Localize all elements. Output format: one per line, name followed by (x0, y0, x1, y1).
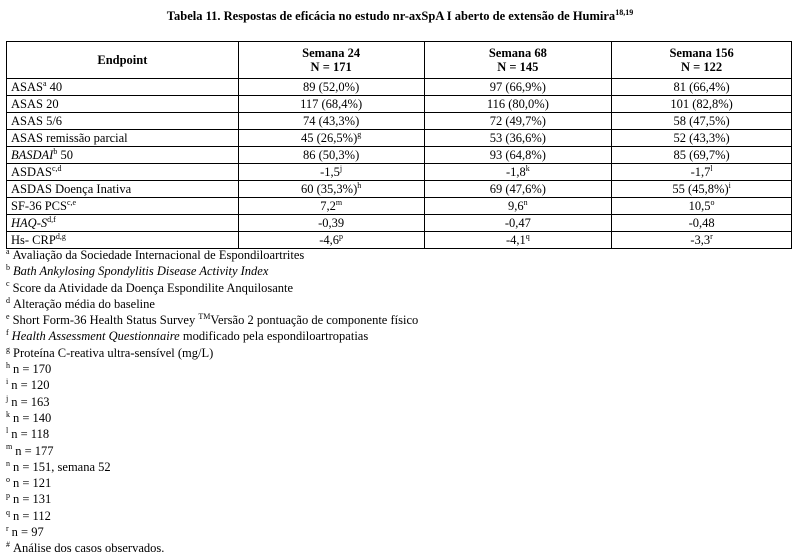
footnote-mark: f (6, 328, 9, 338)
table-cell: -1,7$^l$ (612, 164, 792, 181)
footnote-item: $^e$ Short Form-36 Health Status Survey ™Versão 2 pontuação de componente físico (6, 312, 419, 328)
footnote-mark: q (6, 507, 10, 517)
table-cell: 72 (49,7%) (424, 113, 612, 130)
header-col-3: Semana 156 N = 122 (612, 42, 792, 79)
footnote-text: Avaliação da Sociedade Internacional de Espondiloartrites (12, 248, 305, 262)
footnote-mark: i (6, 377, 9, 387)
row-label: ASAS$^a$ 40 (7, 79, 239, 96)
table-cell: -1,5$^j$ (238, 164, 424, 181)
row-label: BASDAI$^b$ 50 (7, 147, 239, 164)
footnote-item (6, 377, 786, 393)
footnote-mark: d (6, 295, 10, 305)
table-cell: 60 $(35,3\%)^h$ (238, 181, 424, 198)
table-row (7, 130, 792, 147)
table-cell: 10,5$^o$ (612, 198, 792, 215)
footnote-item (6, 296, 786, 312)
table-cell: 52 (43,3%) (612, 130, 792, 147)
footnote-mark: a (6, 246, 10, 256)
table-row (7, 147, 792, 164)
footnote-text: n = 97 (11, 525, 44, 540)
footnote-item (6, 426, 786, 442)
footnote-mark: e (6, 312, 10, 322)
table-cell: 117 (68,4%) (238, 96, 424, 113)
row-label: Hs- CRP$^{d,g}$ (7, 232, 239, 249)
footnote-item (6, 475, 786, 491)
footnote-text: n = 112 (13, 508, 51, 523)
table-cell: 7,2$^m$ (238, 198, 424, 215)
footnote-text: n = 151, semana 52 (13, 459, 111, 474)
table-cell: 116 (80,0%) (424, 96, 612, 113)
table-row (7, 215, 792, 232)
footnote-item (6, 361, 786, 377)
table-body (7, 79, 792, 249)
header-col-2: Semana 68 N = 145 (424, 42, 612, 79)
table-row (7, 164, 792, 181)
footnote-mark: h (6, 360, 10, 370)
footnote-text: Proteína C-reativa ultra-sensível (mg/L) (13, 345, 214, 360)
footnote-text: n = 121 (13, 476, 52, 491)
footnote-text: Alteração média do baseline (13, 296, 155, 311)
footnote-mark: j (6, 393, 9, 403)
footnote-mark: m (6, 442, 13, 452)
footnote-item (6, 540, 786, 556)
table-row (7, 232, 792, 249)
row-label: SF-36 PCS$^{c,e}$ (7, 198, 239, 215)
table-header (7, 42, 792, 79)
table-cell: 9,6$^n$ (424, 198, 612, 215)
footnote-mark: b (6, 263, 10, 273)
table-cell: 58 (47,5%) (612, 113, 792, 130)
table-row (7, 198, 792, 215)
footnote-mark: k (6, 409, 10, 419)
footnote-item (6, 491, 786, 507)
footnote-text: n = 120 (11, 378, 50, 393)
footnote-item (6, 345, 786, 361)
row-label: ASDAS$^{c,d}$ (7, 164, 239, 181)
header-endpoint: Endpoint (7, 42, 239, 79)
table-cell: 81 (66,4%) (612, 79, 792, 96)
table-cell: 86 (50,3%) (238, 147, 424, 164)
footnote-item: $^f$ Health Assessment Questionnaire modificado pela espondiloartropatias (6, 328, 369, 344)
footnote-text: Score da Atividade da Doença Espondilite Anquilosante (12, 280, 294, 295)
table-cell: -0,48 (612, 215, 792, 232)
footnote-text: Bath Ankylosing Spondylitis Disease Activity Index (13, 264, 269, 279)
footnote-text: Análise dos casos observados. (13, 541, 165, 556)
row-label: ASDAS Doença Inativa (7, 181, 239, 198)
row-label: ASAS 20 (7, 96, 239, 113)
footnote-mark: # (6, 540, 10, 550)
caption-title: Tabela 11. Respostas de eficácia no estudo nr-axSpA I aberto de extensão de Humira (166, 9, 616, 23)
footnote-text: n = 163 (11, 394, 50, 409)
table-row (7, 96, 792, 113)
footnote-item (6, 459, 786, 475)
table-cell: -4,1$^q$ (424, 232, 612, 249)
table-cell: 45 $(26,5\%)^g$ (238, 130, 424, 147)
table-cell: 101 (82,8%) (612, 96, 792, 113)
table-cell: -0,39 (238, 215, 424, 232)
footnote-item (6, 508, 786, 524)
footnote-mark: o (6, 475, 10, 484)
table-cell: 89 (52,0%) (238, 79, 424, 96)
table-cell: -1,8$^k$ (424, 164, 612, 181)
row-label: ASAS remissão parcial (7, 130, 239, 147)
caption-refs: 18,19 (615, 7, 634, 17)
footnote-text: Short Form-36 Health Status Survey (12, 313, 199, 328)
footnote-item (6, 443, 786, 459)
table-cell: -0,47 (424, 215, 612, 232)
row-label: ASAS 5/6 (7, 113, 239, 130)
table-cell: 97 (66,9%) (424, 79, 612, 96)
table-cell: 93 (64,8%) (424, 147, 612, 164)
footnote-mark: n (6, 458, 10, 468)
header-col-1: Semana 24 N = 171 (238, 42, 424, 79)
footnote-mark: r (6, 523, 9, 533)
footnote-mark: p (6, 491, 10, 501)
table-cell: 69 (47,6%) (424, 181, 612, 198)
footnote-text: n = 118 (11, 427, 50, 442)
footnote-text: Health Assessment Questionnaire (11, 329, 180, 344)
table-row (7, 113, 792, 130)
footnote-mark: c (6, 279, 10, 289)
footnote-item (6, 524, 786, 540)
table-cell: 74 (43,3%) (238, 113, 424, 130)
footnote-item (6, 280, 786, 296)
footnote-text: n = 177 (15, 443, 54, 458)
table-caption (0, 9, 800, 24)
footnote-text: n = 140 (13, 410, 52, 425)
footnote-item (6, 394, 786, 410)
table-row (7, 79, 792, 96)
table-cell: 85 (69,7%) (612, 147, 792, 164)
table-cell: 53 (36,6%) (424, 130, 612, 147)
table-cell: -3,3$^r$ (612, 232, 792, 249)
table-cell: -4,6$^p$ (238, 232, 424, 249)
footnote-item (6, 263, 786, 279)
efficacy-table (6, 41, 792, 249)
footnote-item (6, 410, 786, 426)
table-row (7, 181, 792, 198)
footnotes (6, 247, 786, 557)
footnote-text: n = 170 (13, 362, 52, 377)
footnote-item (6, 247, 786, 263)
footnote-mark: g (6, 344, 10, 354)
footnote-mark: l (6, 426, 9, 436)
table-cell: 55 $(45,8\%)^i$ (612, 181, 792, 198)
row-label: HAQ-$S^{d,f}$ (7, 215, 239, 232)
footnote-text: n = 131 (13, 492, 52, 507)
